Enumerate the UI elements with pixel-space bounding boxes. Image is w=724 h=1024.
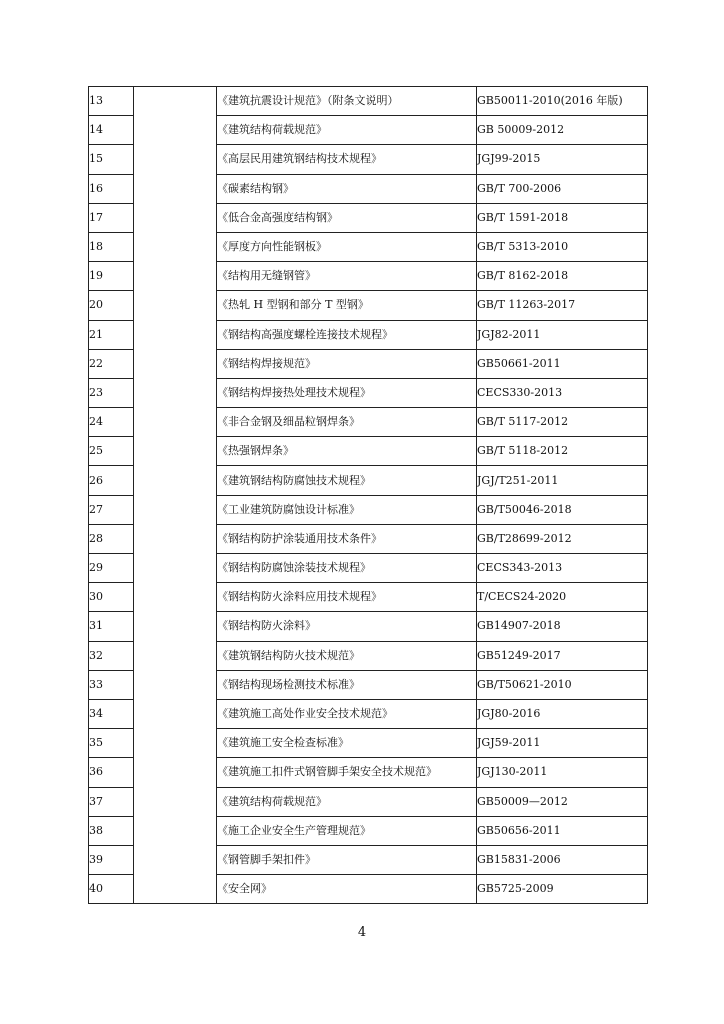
standard-name: 《钢结构防护涂装通用技术条件》: [217, 524, 477, 553]
standard-code: CECS330-2013: [477, 378, 648, 407]
standard-code: GB/T 8162-2018: [477, 262, 648, 291]
row-number: 32: [89, 641, 134, 670]
standard-code: JGJ82-2011: [477, 320, 648, 349]
standard-code: GB/T28699-2012: [477, 524, 648, 553]
standard-name: 《钢结构防火涂料》: [217, 612, 477, 641]
standard-code: GB50009—2012: [477, 787, 648, 816]
standard-code: GB50661-2011: [477, 349, 648, 378]
standard-name: 《厚度方向性能钢板》: [217, 232, 477, 261]
standard-code: GB/T 11263-2017: [477, 291, 648, 320]
standard-name: 《建筑施工高处作业安全技术规范》: [217, 699, 477, 728]
row-number: 26: [89, 466, 134, 495]
row-number: 20: [89, 291, 134, 320]
standard-name: 《钢结构现场检测技术标准》: [217, 670, 477, 699]
row-number: 15: [89, 145, 134, 174]
standard-code: GB15831-2006: [477, 845, 648, 874]
standard-code: GB/T50621-2010: [477, 670, 648, 699]
standard-name: 《钢结构防火涂料应用技术规程》: [217, 583, 477, 612]
standard-name: 《建筑结构荷载规范》: [217, 787, 477, 816]
page-number: 4: [357, 925, 367, 940]
standard-name: 《结构用无缝钢管》: [217, 262, 477, 291]
standard-code: GB5725-2009: [477, 875, 648, 904]
standard-code: GB/T 1591-2018: [477, 203, 648, 232]
standard-code: GB50656-2011: [477, 816, 648, 845]
standard-name: 《非合金钢及细晶粒钢焊条》: [217, 408, 477, 437]
row-number: 33: [89, 670, 134, 699]
standards-table-body: [89, 87, 648, 904]
standard-code: GB/T 700-2006: [477, 174, 648, 203]
standard-name: 《热强钢焊条》: [217, 437, 477, 466]
table-row: [89, 87, 648, 116]
row-number: 18: [89, 232, 134, 261]
row-number: 39: [89, 845, 134, 874]
row-number: 35: [89, 729, 134, 758]
standard-name: 《钢结构焊接热处理技术规程》: [217, 378, 477, 407]
standard-code: GB/T50046-2018: [477, 495, 648, 524]
standard-name: 《低合金高强度结构钢》: [217, 203, 477, 232]
standard-name: 《钢结构高强度螺栓连接技术规程》: [217, 320, 477, 349]
row-number: 29: [89, 554, 134, 583]
row-number: 37: [89, 787, 134, 816]
standard-name: 《建筑结构荷载规范》: [217, 116, 477, 145]
row-number: 23: [89, 378, 134, 407]
standard-name: 《高层民用建筑钢结构技术规程》: [217, 145, 477, 174]
standard-name: 《建筑施工扣件式钢管脚手架安全技术规范》: [217, 758, 477, 787]
standard-name: 《建筑钢结构防火技术规范》: [217, 641, 477, 670]
row-number: 17: [89, 203, 134, 232]
standard-code: CECS343-2013: [477, 554, 648, 583]
standard-name: 《钢结构焊接规范》: [217, 349, 477, 378]
standard-code: JGJ59-2011: [477, 729, 648, 758]
row-number: 40: [89, 875, 134, 904]
standard-code: T/CECS24-2020: [477, 583, 648, 612]
category-cell: [134, 87, 217, 904]
standard-name: 《施工企业安全生产管理规范》: [217, 816, 477, 845]
standard-code: GB50011-2010(2016 年版): [477, 87, 648, 116]
row-number: 27: [89, 495, 134, 524]
standard-code: JGJ130-2011: [477, 758, 648, 787]
standard-code: GB51249-2017: [477, 641, 648, 670]
row-number: 19: [89, 262, 134, 291]
row-number: 22: [89, 349, 134, 378]
row-number: 13: [89, 87, 134, 116]
standard-name: 《建筑钢结构防腐蚀技术规程》: [217, 466, 477, 495]
standard-code: JGJ/T251-2011: [477, 466, 648, 495]
row-number: 25: [89, 437, 134, 466]
standard-name: 《建筑抗震设计规范》（附条文说明）: [217, 87, 477, 116]
standard-code: JGJ80-2016: [477, 699, 648, 728]
standard-code: GB14907-2018: [477, 612, 648, 641]
standard-name: 《碳素结构钢》: [217, 174, 477, 203]
row-number: 31: [89, 612, 134, 641]
standard-name: 《钢管脚手架扣件》: [217, 845, 477, 874]
row-number: 14: [89, 116, 134, 145]
standard-name: 《安全网》: [217, 875, 477, 904]
row-number: 21: [89, 320, 134, 349]
standard-code: GB/T 5118-2012: [477, 437, 648, 466]
row-number: 28: [89, 524, 134, 553]
row-number: 38: [89, 816, 134, 845]
standard-name: 《建筑施工安全检查标准》: [217, 729, 477, 758]
standard-code: GB/T 5117-2012: [477, 408, 648, 437]
standard-name: 《热轧 H 型钢和部分 T 型钢》: [217, 291, 477, 320]
row-number: 24: [89, 408, 134, 437]
standard-code: GB/T 5313-2010: [477, 232, 648, 261]
standard-name: 《钢结构防腐蚀涂装技术规程》: [217, 554, 477, 583]
standard-name: 《工业建筑防腐蚀设计标准》: [217, 495, 477, 524]
row-number: 30: [89, 583, 134, 612]
standard-code: JGJ99-2015: [477, 145, 648, 174]
row-number: 34: [89, 699, 134, 728]
row-number: 36: [89, 758, 134, 787]
standard-code: GB 50009-2012: [477, 116, 648, 145]
row-number: 16: [89, 174, 134, 203]
standards-table: [88, 86, 648, 904]
